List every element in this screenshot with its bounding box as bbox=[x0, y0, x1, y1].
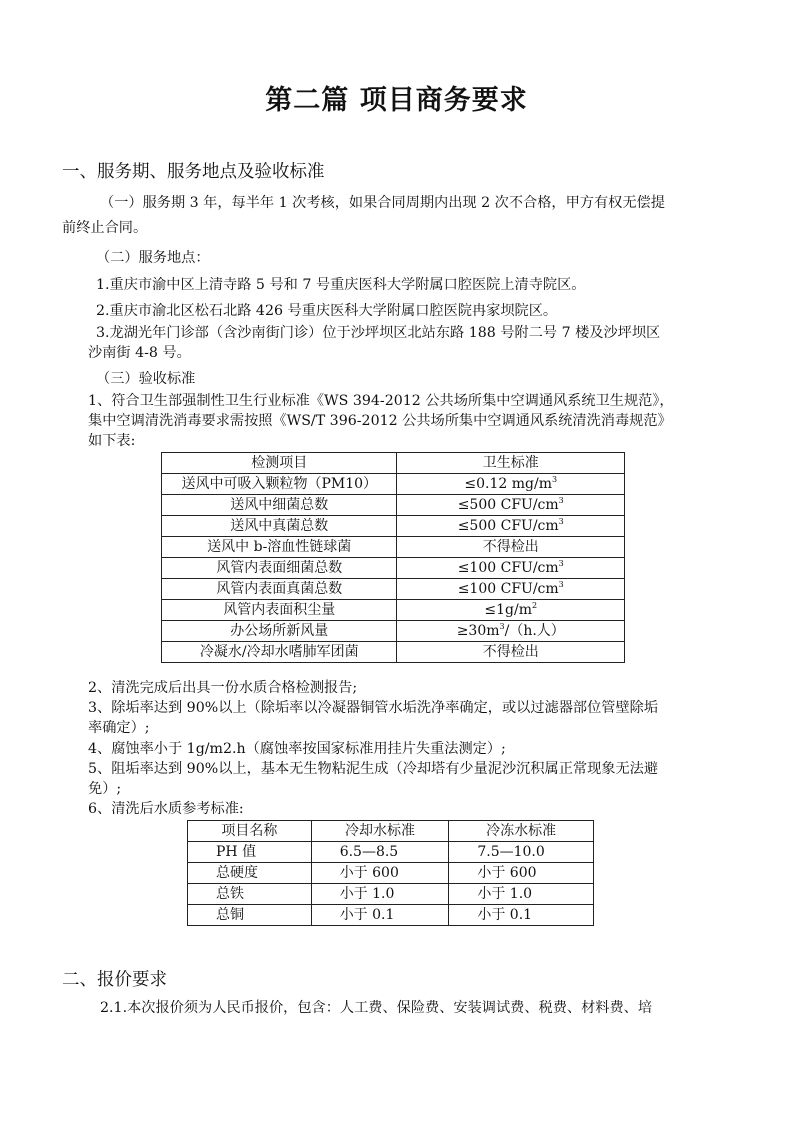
standard-value: ≤0.12 mg/m bbox=[464, 476, 552, 492]
service-location-heading: （二）服务地点： bbox=[96, 250, 210, 266]
location-1: 1.重庆市渝中区上清寺路 5 号和 7 号重庆医科大学附属口腔医院上清寺院区。 bbox=[96, 277, 586, 293]
table-cell: 小于 600 bbox=[449, 863, 594, 884]
table-header-cell: 检测项目 bbox=[162, 453, 397, 474]
standard-cell bbox=[397, 537, 625, 558]
requirement-3-line1: 3、除垢率达到 90%以上（除垢率以冷凝器铜管水垢洗净率确定，或以过滤器部位管壁除垢 bbox=[88, 700, 659, 716]
requirement-3-line2: 率确定）; bbox=[88, 720, 150, 736]
hygiene-standard-table bbox=[161, 452, 625, 663]
table-row bbox=[162, 495, 625, 516]
table-cell: 小于 0.1 bbox=[311, 905, 449, 926]
standard-cell bbox=[397, 558, 625, 579]
standard-value: ≤500 CFU/cm bbox=[457, 497, 559, 513]
table-cell: PH 值 bbox=[188, 842, 312, 863]
standard-cell bbox=[397, 600, 625, 621]
standard-cell bbox=[397, 516, 625, 537]
standard-1-line2: 集中空调清洗消毒要求需按照《WS/T 396-2012 公共场所集中空调通风系统清洗消毒规范》 bbox=[88, 413, 672, 429]
standard-1-line3: 如下表: bbox=[88, 433, 136, 449]
table-header-row bbox=[188, 821, 594, 842]
standard-value: ≥30m bbox=[456, 623, 500, 639]
table-row bbox=[162, 474, 625, 495]
unit-superscript: 2 bbox=[531, 601, 538, 610]
requirement-5-line2: 免）; bbox=[88, 781, 122, 797]
table-row bbox=[188, 842, 594, 863]
page-title: 第二篇 项目商务要求 bbox=[265, 85, 528, 116]
table-cell: 总铜 bbox=[188, 905, 312, 926]
requirement-6: 6、清洗后水质参考标准: bbox=[88, 801, 244, 817]
service-period-line1: （一）服务期 3 年，每半年 1 次考核，如果合同周期内出现 2 次不合格，甲方有权无偿提 bbox=[100, 195, 665, 211]
table-cell: 7.5—10.0 bbox=[449, 842, 594, 863]
standard-suffix: /（h.人） bbox=[504, 623, 565, 639]
table-row bbox=[162, 642, 625, 663]
unit-superscript: 3 bbox=[558, 580, 564, 589]
requirement-2: 2、清洗完成后出具一份水质合格检测报告; bbox=[88, 680, 358, 696]
service-period-line2: 前终止合同。 bbox=[62, 220, 148, 236]
standard-cell bbox=[397, 474, 625, 495]
table-row bbox=[188, 863, 594, 884]
table-cell: 6.5—8.5 bbox=[311, 842, 449, 863]
table-header-cell: 冷却水标准 bbox=[311, 821, 449, 842]
standard-value: 不得检出 bbox=[482, 539, 539, 555]
requirement-5-line1: 5、阻垢率达到 90%以上，基本无生物粘泥生成（冷却塔有少量泥沙沉积属正常现象无法避 bbox=[88, 761, 659, 777]
table-row bbox=[188, 884, 594, 905]
table-cell: 小于 1.0 bbox=[449, 884, 594, 905]
standard-cell bbox=[397, 495, 625, 516]
requirement-4: 4、腐蚀率小于 1g/m2.h（腐蚀率按国家标准用挂片失重法测定）; bbox=[88, 741, 506, 757]
table-row bbox=[162, 621, 625, 642]
table-header-row bbox=[162, 453, 625, 474]
standard-1-line1: 1、符合卫生部强制性卫生行业标准《WS 394-2012 公共场所集中空调通风系统卫生规范》， bbox=[88, 393, 674, 409]
test-item-cell: 风管内表面真菌总数 bbox=[162, 579, 397, 600]
unit-superscript: 3 bbox=[551, 475, 558, 484]
test-item-cell: 风管内表面积尘量 bbox=[162, 600, 397, 621]
water-quality-table bbox=[187, 820, 594, 926]
quotation-paragraph: 2.1.本次报价须为人民币报价，包含：人工费、保险费、安装调试费、税费、材料费、培 bbox=[100, 1000, 653, 1016]
table-header-cell: 项目名称 bbox=[188, 821, 312, 842]
standard-cell bbox=[397, 642, 625, 663]
table-cell: 小于 1.0 bbox=[311, 884, 449, 905]
table-header-cell: 卫生标准 bbox=[397, 453, 625, 474]
test-item-cell: 风管内表面细菌总数 bbox=[162, 558, 397, 579]
table-row bbox=[162, 516, 625, 537]
location-2: 2.重庆市渝北区松石北路 426 号重庆医科大学附属口腔医院冉家坝院区。 bbox=[96, 303, 558, 319]
standard-cell bbox=[397, 621, 625, 642]
acceptance-heading: （三）验收标准 bbox=[96, 371, 196, 387]
test-item-cell: 办公场所新风量 bbox=[162, 621, 397, 642]
table-row bbox=[162, 558, 625, 579]
standard-value: ≤100 CFU/cm bbox=[457, 581, 559, 597]
table-cell: 总硬度 bbox=[188, 863, 312, 884]
unit-superscript: 3 bbox=[558, 496, 564, 505]
table-row bbox=[162, 600, 625, 621]
table-row bbox=[162, 537, 625, 558]
test-item-cell: 冷凝水/冷却水嗜肺军团菌 bbox=[162, 642, 397, 663]
section1-heading: 一、服务期、服务地点及验收标准 bbox=[62, 162, 325, 182]
table-row bbox=[188, 905, 594, 926]
table-row bbox=[162, 579, 625, 600]
test-item-cell: 送风中细菌总数 bbox=[162, 495, 397, 516]
standard-value: 不得检出 bbox=[482, 644, 539, 660]
unit-superscript: 3 bbox=[558, 517, 564, 526]
standard-value: ≤100 CFU/cm bbox=[457, 560, 559, 576]
unit-superscript: 3 bbox=[499, 622, 505, 631]
standard-cell bbox=[397, 579, 625, 600]
unit-superscript: 3 bbox=[558, 559, 564, 568]
location-3-line2: 沙南街 4-8 号。 bbox=[88, 345, 191, 361]
test-item-cell: 送风中真菌总数 bbox=[162, 516, 397, 537]
table-header-cell: 冷冻水标准 bbox=[449, 821, 594, 842]
standard-value: ≤1g/m bbox=[484, 602, 532, 618]
location-3-line1: 3.龙湖光年门诊部（含沙南街门诊）位于沙坪坝区北站东路 188 号附二号 7 楼及沙坪坝区 bbox=[96, 325, 661, 341]
test-item-cell: 送风中 b-溶血性链球菌 bbox=[162, 537, 397, 558]
section2-heading: 二、报价要求 bbox=[62, 970, 167, 990]
test-item-cell: 送风中可吸入颗粒物（PM10） bbox=[162, 474, 397, 495]
table-cell: 小于 600 bbox=[311, 863, 449, 884]
table-cell: 小于 0.1 bbox=[449, 905, 594, 926]
standard-value: ≤500 CFU/cm bbox=[457, 518, 559, 534]
table-cell: 总铁 bbox=[188, 884, 312, 905]
